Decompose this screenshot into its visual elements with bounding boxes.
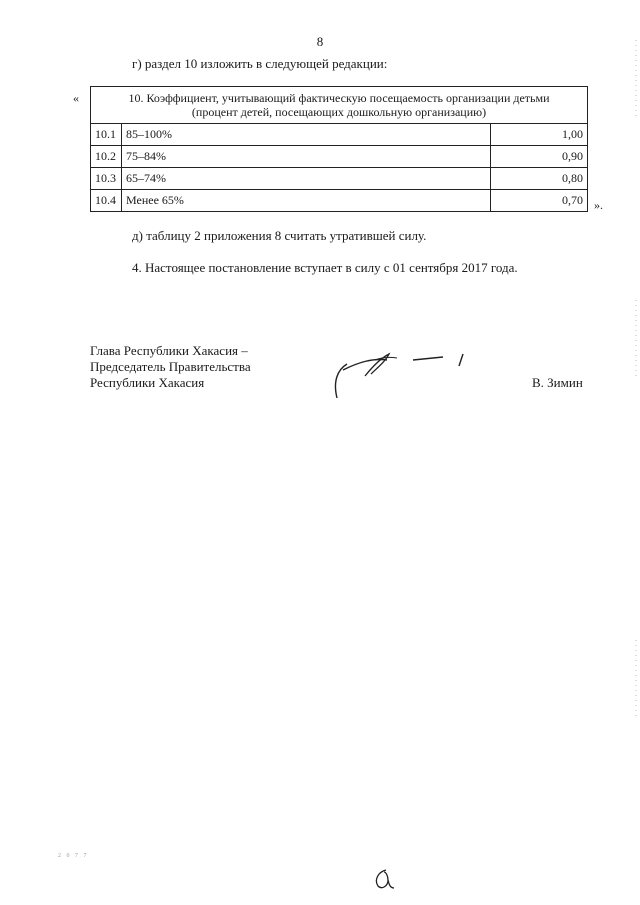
table-row bbox=[91, 190, 588, 212]
table-row bbox=[91, 124, 588, 146]
row-number: 10.4 bbox=[91, 190, 122, 212]
signatory-title bbox=[90, 343, 251, 391]
handwritten-signature bbox=[325, 348, 485, 408]
scan-edge-marks bbox=[634, 0, 640, 905]
table-header-line1: 10. Коэффициент, учитывающий фактическую посещаемость организации детьми bbox=[128, 91, 550, 105]
table-row bbox=[91, 146, 588, 168]
table-row bbox=[91, 168, 588, 190]
stamp-code: 2 0 7 7 bbox=[58, 853, 89, 859]
row-value: 0,90 bbox=[491, 146, 588, 168]
item-g-text: г) раздел 10 изложить в следующей редакции: bbox=[132, 56, 388, 71]
row-number: 10.1 bbox=[91, 124, 122, 146]
row-value: 0,70 bbox=[491, 190, 588, 212]
row-range: Менее 65% bbox=[122, 190, 491, 212]
handwritten-mark bbox=[372, 866, 396, 894]
item-4-text: 4. Настоящее постановление вступает в силу с 01 сентября 2017 года. bbox=[132, 260, 518, 275]
row-range: 75–84% bbox=[122, 146, 491, 168]
opening-quote: « bbox=[73, 91, 79, 105]
table-header-line2: (процент детей, посещающих дошкольную организацию) bbox=[191, 105, 487, 119]
table-header-cell bbox=[91, 87, 588, 124]
coefficient-table bbox=[90, 86, 588, 212]
row-number: 10.2 bbox=[91, 146, 122, 168]
closing-quote: ». bbox=[594, 198, 603, 212]
table-header-row bbox=[91, 87, 588, 124]
signatory-line2: Председатель Правительства bbox=[90, 359, 251, 374]
row-range: 65–74% bbox=[122, 168, 491, 190]
item-d-text: д) таблицу 2 приложения 8 считать утратившей силу. bbox=[132, 228, 427, 243]
page-number: 8 bbox=[316, 34, 324, 49]
row-number: 10.3 bbox=[91, 168, 122, 190]
signatory-name: В. Зимин bbox=[532, 375, 583, 390]
signatory-line1: Глава Республики Хакасия – bbox=[90, 343, 248, 358]
row-range: 85–100% bbox=[122, 124, 491, 146]
row-value: 1,00 bbox=[491, 124, 588, 146]
signatory-line3: Республики Хакасия bbox=[90, 375, 205, 390]
row-value: 0,80 bbox=[491, 168, 588, 190]
